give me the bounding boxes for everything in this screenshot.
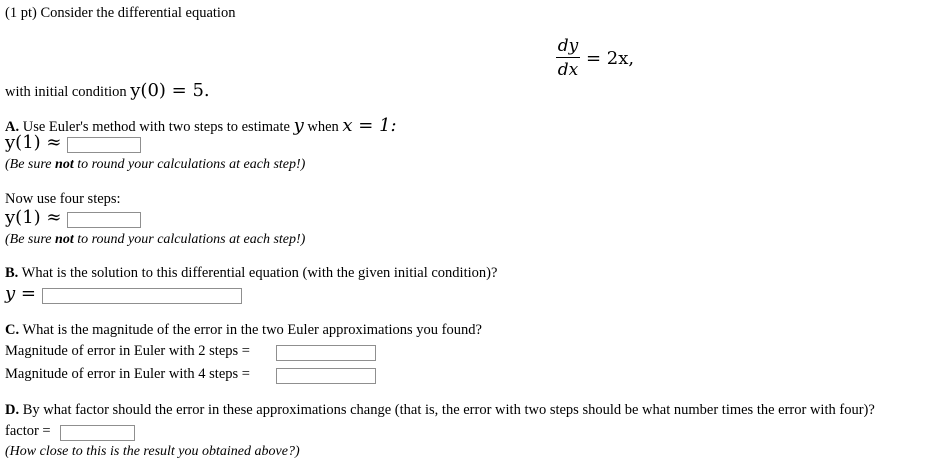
- part-c-row1-label: Magnitude of error in Euler with 2 steps =: [5, 343, 250, 359]
- part-a-question: [5, 115, 397, 136]
- part-a-note-suffix: to round your calculations at each step!): [77, 157, 306, 172]
- part-b-text: What is the solution to this differential equation (with the given initial condition)?: [21, 265, 498, 281]
- part-a-two-steps-input[interactable]: [67, 137, 141, 153]
- part-b-answer-label: y =: [5, 283, 36, 304]
- part-c-question: [5, 322, 482, 339]
- part-a-answer-label: y(1) ≈: [5, 132, 62, 153]
- part-b-solution-input[interactable]: [42, 288, 242, 304]
- part-b-question: [5, 265, 497, 282]
- problem-header: [5, 5, 235, 22]
- part-a-note-prefix: (Be sure: [5, 157, 52, 172]
- initial-condition: [5, 80, 210, 101]
- part-a-four-steps-input[interactable]: [67, 212, 141, 228]
- part-c-label: C.: [5, 322, 20, 338]
- part-d-note: (How close to this is the result you obtained above?): [5, 444, 300, 459]
- part-a-note-bold: not: [55, 157, 74, 172]
- fraction-bar: [556, 57, 580, 58]
- equation-rhs: = 2x,: [586, 48, 635, 69]
- header-text: Consider the differential equation: [40, 5, 236, 21]
- initial-condition-text: with initial condition: [5, 84, 127, 100]
- points-label: (1 pt): [5, 5, 37, 21]
- part-a-var-y: y: [293, 115, 304, 136]
- part-a-answer2-label: y(1) ≈: [5, 207, 62, 228]
- part-c-text: What is the magnitude of the error in the two Euler approximations you found?: [22, 322, 482, 338]
- part-a-note2-suffix: to round your calculations at each step!): [77, 232, 306, 247]
- part-d-label: D.: [5, 402, 20, 418]
- part-d-text: By what factor should the error in these approximations change (that is, the error with two steps should be what number times the error with four)?: [22, 402, 875, 418]
- part-d-answer-label: factor =: [5, 423, 51, 439]
- fraction-numerator: dy: [557, 36, 579, 56]
- part-d-question: [5, 402, 875, 419]
- part-a-four-steps-text: Now use four steps:: [5, 191, 121, 207]
- part-a-note2-bold: not: [55, 232, 74, 247]
- part-c-error-4-steps-input[interactable]: [276, 368, 376, 384]
- part-a-note2-prefix: (Be sure: [5, 232, 52, 247]
- part-a-note: [5, 157, 305, 173]
- part-d-factor-input[interactable]: [60, 425, 135, 441]
- derivative-fraction: [556, 36, 580, 80]
- part-a-when: when: [307, 119, 339, 135]
- part-a-label: A.: [5, 119, 20, 135]
- part-a-note-2: [5, 232, 305, 248]
- initial-condition-math: y(0) = 5.: [130, 80, 210, 101]
- part-a-text: Use Euler's method with two steps to estimate: [22, 119, 290, 135]
- fraction-denominator: dx: [557, 60, 579, 80]
- part-b-label: B.: [5, 265, 19, 281]
- part-c-row2-label: Magnitude of error in Euler with 4 steps =: [5, 366, 250, 382]
- part-a-condition: x = 1:: [342, 115, 397, 136]
- part-c-error-2-steps-input[interactable]: [276, 345, 376, 361]
